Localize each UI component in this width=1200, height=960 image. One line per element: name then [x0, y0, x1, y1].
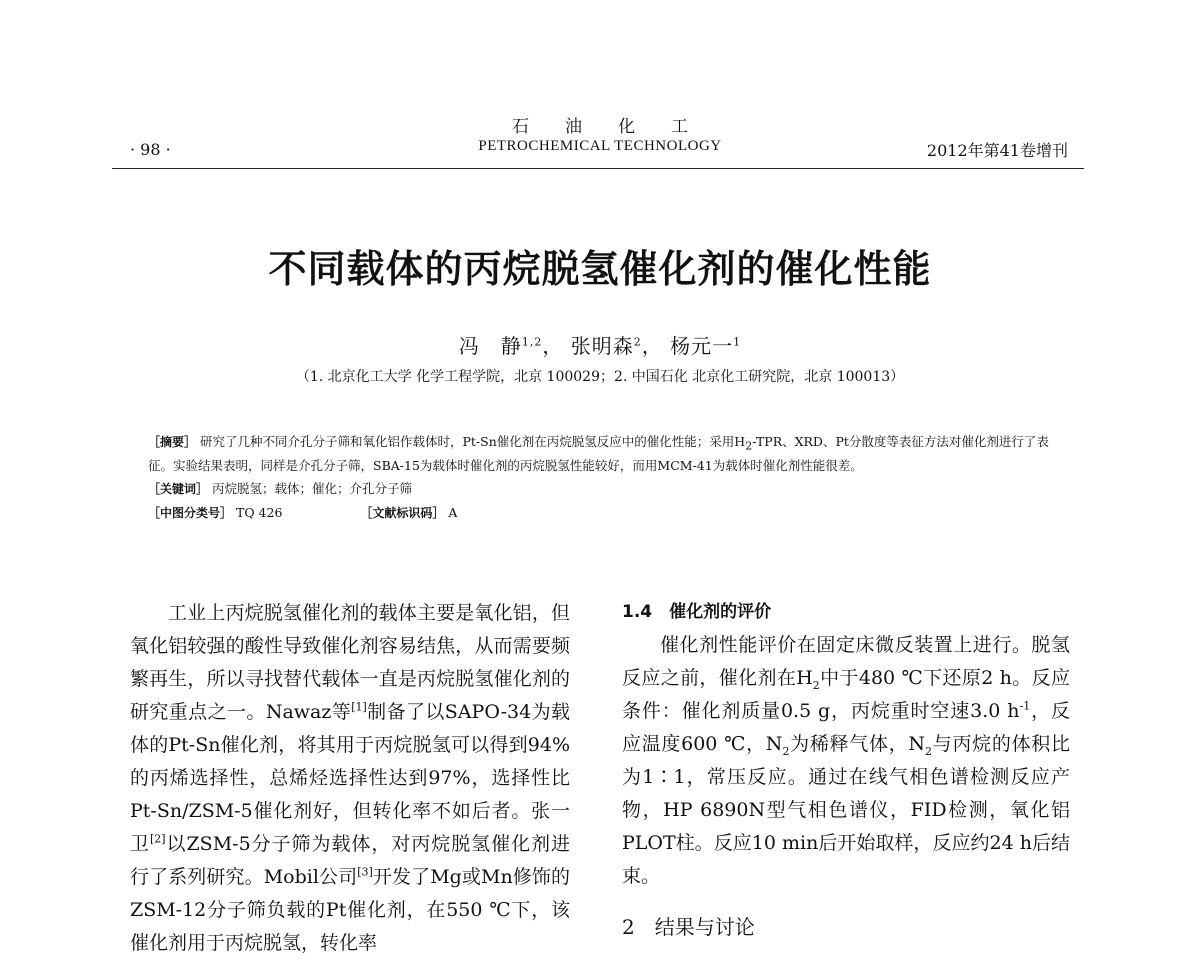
superscript: -1: [1019, 699, 1031, 713]
reference-mark: [3]: [357, 865, 373, 879]
abstract-text: -TPR、XRD、Pt分散度等表征方法对催化剂进行了表征。实验结果表明，同样是介孔分子筛，SBA-15为载体时催化剂的丙烷脱氢性能较好，而用MCM-41为载体时催化剂性能很差。: [148, 434, 1049, 473]
author-separator: ，: [641, 334, 663, 358]
journal-title-en: PETROCHEMICAL TECHNOLOGY: [478, 138, 722, 154]
author-separator: ，: [542, 334, 564, 358]
subscript: 2: [925, 744, 933, 758]
subscript: 2: [745, 439, 753, 453]
page-number: · 98 ·: [130, 140, 171, 159]
body-text: 中于480 ℃下还原2 h。反应条件：催化剂质量0.5 g，丙烷重时空速3.0 h: [622, 667, 1070, 722]
section-heading-2: 2 结果与讨论: [622, 915, 755, 939]
evaluation-paragraph: [622, 629, 1070, 893]
author-name: 张明森: [570, 334, 634, 358]
issue-info: 2012年第41卷增刊: [926, 141, 1068, 160]
body-column-right: [622, 597, 1070, 944]
body-text: 与丙烷的体积比为1∶1，常压反应。通过在线气相色谱检测反应产物，HP 6890N型气相色谱仪，FID检测，氧化铝PLOT柱。反应10 min后开始取样，反应约24 h后结束。: [622, 733, 1070, 887]
author-affiliation-mark: 1,2: [521, 335, 543, 349]
classification-line: [148, 501, 1053, 525]
abstract-block: [148, 430, 1053, 525]
body-text: ，反应温度600 ℃，N: [622, 700, 1070, 755]
keywords-text: 丙烷脱氢；载体；催化；介孔分子筛: [212, 481, 413, 496]
abstract-paragraph: [148, 430, 1053, 477]
body-text: 开发了Mg或Mn修饰的ZSM-12分子筛负载的Pt催化剂，在550 ℃下，该催化剂用于丙烷脱氢，转化率: [130, 866, 570, 954]
body-column-left: [130, 597, 570, 960]
author-affiliation-mark: 1: [733, 335, 742, 349]
body-text: 为稀释气体，N: [789, 733, 926, 755]
doc-code-label: ［文献标识码］: [360, 506, 445, 520]
clc-label: ［中图分类号］: [148, 506, 233, 520]
header-rule: [112, 168, 1084, 169]
body-text: 以ZSM-5分子筛为载体，对丙烷脱氢催化剂进行了系列研究。Mobil公司: [130, 833, 570, 888]
subscript: 2: [812, 678, 820, 692]
subscript: 2: [782, 744, 790, 758]
section-heading-1-4: 1.4 催化剂的评价: [622, 602, 772, 622]
abstract-label: ［摘要］: [148, 435, 197, 449]
body-text: 工业上丙烷脱氢催化剂的载体主要是氧化铝，但氧化铝较强的酸性导致催化剂容易结焦，从而需要频繁再生，所以寻找替代载体一直是丙烷脱氢催化剂的研究重点之一。Nawaz等: [130, 602, 570, 723]
article-title: 不同载体的丙烷脱氢催化剂的催化性能: [268, 247, 932, 291]
intro-paragraph: [130, 597, 570, 960]
author-list: [0, 330, 1200, 359]
journal-title-cn: 石油化工: [512, 117, 724, 137]
abstract-text: 研究了几种不同介孔分子筛和氧化铝作载体时，Pt-Sn催化剂在丙烷脱氢反应中的催化性能；采用H: [200, 434, 746, 449]
author-affiliation-mark: 2: [633, 335, 642, 349]
author-name: 冯 静: [458, 334, 522, 358]
clc-value: TQ 426: [236, 505, 283, 520]
reference-mark: [1]: [351, 700, 367, 714]
keywords-line: [148, 477, 1053, 501]
author-name: 杨元一: [670, 334, 734, 358]
body-text: 催化剂性能评价在固定床微反装置上进行。脱氢反应之前，催化剂在H: [622, 634, 1070, 689]
doc-code-value: A: [448, 505, 458, 520]
keywords-label: ［关键词］: [148, 482, 209, 496]
reference-mark: [2]: [149, 832, 166, 846]
author-affiliations: （1. 北京化工大学 化学工程学院，北京 100029；2. 中国石化 北京化工研究院，北京 100013）: [295, 369, 905, 385]
body-text: 制备了以SAPO-34为载体的Pt-Sn催化剂，将其用于丙烷脱氢可以得到94%的丙烯选择性，总烯烃选择性达到97%，选择性比Pt-Sn/ZSM-5催化剂好，但转化率不如后者。张一卫: [130, 701, 570, 855]
